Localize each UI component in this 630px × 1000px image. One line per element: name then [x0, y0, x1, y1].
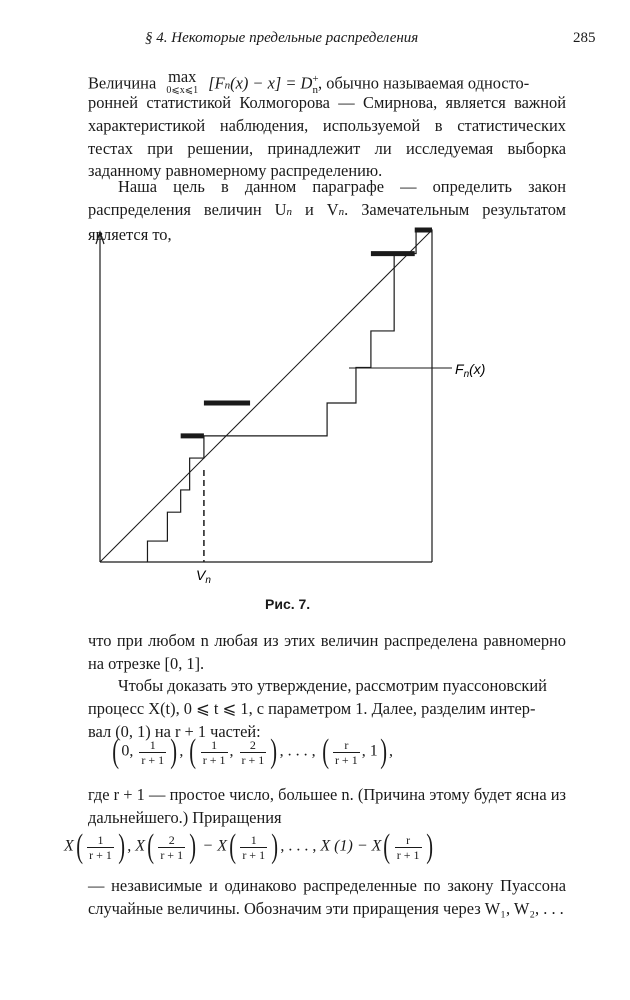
paragraph-3: что при любом n любая из этих величин распределена равномерно на отрезке [0, 1].	[88, 631, 566, 673]
expr-f: [F	[208, 73, 225, 93]
v-sub: n	[338, 205, 345, 218]
frac-4: $\frac{r}{r + 1}$	[334, 737, 358, 767]
expr-sup: +	[312, 73, 319, 85]
running-header: § 4. Некоторые предельные распределения	[145, 30, 419, 46]
expr-mid: (x) − x] = D	[230, 73, 313, 93]
frac-2: $\frac{1}{r + 1}$	[202, 737, 226, 767]
paragraph-6: — независимые и одинаково распределенные по закону Пуассона случайные величины. Обозначим эти приращения через W₁, W₂, . . .	[88, 876, 566, 918]
formula-intervals: ( 0, $\frac{1}{r + 1}$ ) , ( $\frac{1}{r + 1}$ , $\frac{2}{r + 1}$ ) , . . . , ( $\frac{r}{r + 1}$ , 1) ,	[112, 733, 394, 770]
f1-dots: , . . . ,	[279, 742, 316, 760]
curve-label: $F_n(x)$	[455, 361, 486, 380]
para1-tail: , обычно называемая односто-	[318, 73, 530, 93]
diagonal-line	[100, 230, 432, 562]
frac-6: $\frac{2}{r + 1}$	[160, 832, 184, 862]
frac-3: $\frac{2}{r + 1}$	[241, 737, 265, 767]
plot-area	[96, 230, 452, 562]
f1-zero: 0,	[121, 742, 134, 760]
f2-x1: X	[64, 837, 74, 855]
para4-line2: процесс X(t), 0 ⩽ t ⩽ 1, с параметром 1. Далее, разделим интер-	[88, 698, 536, 718]
expr-f-sub: n	[224, 79, 231, 92]
f2-dots: , . . . ,	[280, 837, 321, 855]
f2-comma: ,	[127, 837, 132, 855]
frac-7: $\frac{1}{r + 1}$	[242, 832, 266, 862]
frac-8: $\frac{r}{r + 1}$	[396, 832, 420, 862]
figure-7	[80, 222, 520, 592]
max-range: 0⩽x⩽1	[166, 85, 199, 96]
para1-lead: Величина	[88, 73, 157, 93]
f1-end: ,	[389, 742, 394, 760]
vn-label: $V_n$	[196, 567, 211, 586]
max-operator: max	[168, 67, 197, 86]
formula-increments: X( $\frac{1}{r + 1}$ ) , X( $\frac{2}{r + 1}$ ) − X( $\frac{1}{r + 1}$ ) , . . . , X (1) − X( $\frac{r}{r + 1}$ )	[64, 828, 433, 865]
page-number: 285	[573, 30, 596, 46]
para2-text: Наша цель в данном параграфе — определить закон распределения величин U	[88, 177, 566, 219]
f2-x2: X	[135, 837, 145, 855]
para2-end: . Замечательным результатом является то,	[88, 199, 566, 244]
f1-one: , 1	[361, 742, 378, 760]
f2-x1-term: X (1) − X	[320, 837, 382, 855]
figure-caption: Рис. 7.	[265, 596, 311, 612]
f2-minus: − X	[198, 837, 227, 855]
expr-sub2: n	[312, 83, 319, 96]
frac-1: $\frac{1}{r + 1}$	[141, 737, 165, 767]
para1-rest: ронней статистикой Колмогорова — Смирнова, является важной характеристикой наблюдения, используемой в статистических тестах при решении, принадлежит ли исследуемая выборка заданному равномерному распределению.	[88, 93, 566, 181]
frac-5: $\frac{1}{r + 1}$	[89, 832, 112, 862]
paragraph-1	[88, 68, 566, 183]
para4-line3: вал (0, 1) на r + 1 частей:	[88, 721, 261, 741]
para4-line1: Чтобы доказать это утверждение, рассмотрим пуассоновский	[118, 676, 547, 695]
u-sub: n	[286, 205, 292, 218]
paragraph-5: где r + 1 — простое число, большее n. (Причина этому будет ясна из дальнейшего.) Приращения	[88, 785, 566, 827]
empirical-step-function	[147, 230, 432, 562]
para2-mid: и V	[291, 199, 339, 219]
